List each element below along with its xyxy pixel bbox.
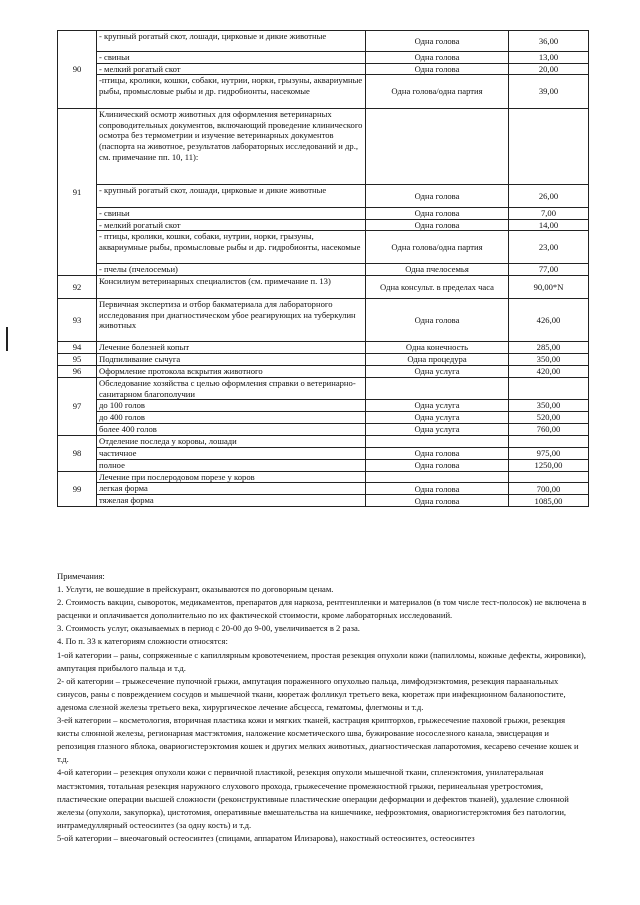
unit-of-measure: Одна конечность [366,341,509,353]
notes-section [57,570,587,845]
empty-price-cell [509,471,589,483]
price-value: 1085,00 [509,495,589,507]
note-item: 4. По п. 33 к категориям сложности относятся: [57,636,228,647]
unit-of-measure: Одна услуга [366,424,509,436]
table-row [58,495,589,507]
service-group-title: Обследование хозяйства с целью оформления справки о ветеринарно-санитарном благополучии [97,377,366,399]
item-number: 99 [58,471,97,507]
table-group-header-row [58,436,589,448]
price-value: 90,00*N [509,275,589,298]
unit-of-measure: Одна голова [366,31,509,52]
table-group-header-row [58,471,589,483]
price-table [57,30,589,507]
service-description: - пчелы (пчелосемьи) [97,264,366,276]
unit-of-measure: Одна голова [366,483,509,495]
price-value: 13,00 [509,52,589,64]
table-row [58,424,589,436]
table-group-header-row [58,109,589,185]
service-description: - мелкий рогатый скот [97,219,366,231]
unit-of-measure: Одна голова [366,63,509,75]
empty-price-cell [509,109,589,185]
table-row [58,412,589,424]
note-item: 3-ей категории – косметология, вторичная пластика кожи и мягких тканей, кастрация крипторхов, грыжесечение паховой грыжи, резекция кисты слюнной железы, регионарная мастэктомия, наложение косметического шва, бужирование носослезного канала, эвисцерация и репозиция глазного яблока, овариогистерэктомия кошек и других мелких животных, диагностическая лапаротомия, кесарево сечение кошек и т.д. [57,715,579,765]
empty-unit-cell [366,471,509,483]
price-value: 23,00 [509,231,589,264]
item-number: 95 [58,353,97,365]
note-item: 2- ой категории – грыжесечение пупочной грыжи, ампутация пораженного опухолью пальца, лимфодэнэктомия, резекция параанальных синусов, раны с повреждением сосудов и мышечной ткани, кюретаж фолликул третьего века, кюретаж при инфекционном баланопостите, аденома слезной железы третьего века, хирургическое лечение абсцесса, гематомы, флегмоны и т.д. [57,675,566,712]
note-item: 1-ой категории – раны, сопряженные с капиллярным кровотечением, простая резекция опухоли кожи (папилломы, кожные дефекты, жировики), ампутация прибылого пальца и т.д. [57,649,586,673]
note-item: 2. Стоимость вакцин, сывороток, медикаментов, препаратов для наркоза, рентгенпленки и материалов (в том числе тест-полосок) не включена в расценки и оплачивается дополнительно по их фактической стоимости, кроме лабораторных исследований. [57,597,587,621]
item-number: 98 [58,436,97,472]
service-description: Первичная экспертиза и отбор бакматериала для лабораторного исследования при диагностическом убое реагирующих на туберкулин животных [97,298,366,341]
price-value: 20,00 [509,63,589,75]
unit-of-measure: Одна услуга [366,412,509,424]
service-description: - птицы, кролики, кошки, собаки, нутрии, норки, грызуны, аквариумные рыбы, промысловые рыбы и др. гидробионты, насекомые [97,231,366,264]
price-value: 700,00 [509,483,589,495]
notes-list [57,583,587,845]
item-number: 93 [58,298,97,341]
service-description: - свиньи [97,52,366,64]
service-group-title: Клинический осмотр животных для оформления ветеринарных сопроводительных документов, включающий проведение клинического осмотра без термометрии и изучение ветеринарных документов (паспорта на животное, результатов лабораторных исследований и др., см. примечание пп. 10, 11): [97,109,366,185]
service-group-title: Отделение последа у коровы, лошади [97,436,366,448]
table-row [58,365,589,377]
service-description: - крупный рогатый скот, лошади, цирковые и дикие животные [97,31,366,52]
unit-of-measure: Одна голова [366,495,509,507]
unit-of-measure: Одна пчелосемья [366,264,509,276]
service-description: легкая форма [97,483,366,495]
table-row [58,448,589,460]
price-value: 1250,00 [509,460,589,472]
table-row [58,483,589,495]
service-description: - крупный рогатый скот, лошади, цирковые и дикие животные [97,185,366,208]
note-item: 1. Услуги, не вошедшие в прейскурант, оказываются по договорным ценам. [57,584,334,595]
service-description: более 400 голов [97,424,366,436]
service-description: -птицы, кролики, кошки, собаки, нутрии, норки, грызуны, аквариумные рыбы, промысловые рыбы и др. гидробионты, насекомые [97,75,366,109]
notes-title: Примечания: [57,571,105,581]
table-row [58,275,589,298]
table-row [58,52,589,64]
item-number: 91 [58,109,97,276]
unit-of-measure: Одна голова [366,185,509,208]
table-row [58,231,589,264]
unit-of-measure: Одна услуга [366,365,509,377]
table-row [58,63,589,75]
unit-of-measure: Одна голова/одна партия [366,75,509,109]
price-value: 26,00 [509,185,589,208]
note-item: 4-ой категории – резекция опухоли кожи с первичной пластикой, резекция опухоли мышечной ткани, спленэктомия, унилатеральная мастэктомия, тотальная резекция наружного слухового прохода, грыжесечение промежностной грыжи, перинеальная уретростомия, пластические операции высшей сложности (реконструктивные пластические операции деформации и дефектов тканей), удаление слюнной железы (опухоли, закупорка), цистотомия, оперативные вмешательства на кишечнике, нефроэктомия, овариогистерэктомия без патологии, интрамедуллярный остеосинтез (за одну кость) и т.д. [57,767,569,830]
unit-of-measure: Одна голова [366,208,509,220]
item-number: 96 [58,365,97,377]
service-description: тяжелая форма [97,495,366,507]
service-description: до 400 голов [97,412,366,424]
empty-unit-cell [366,109,509,185]
price-value: 77,00 [509,264,589,276]
service-group-title: Лечение при послеродовом порезе у коров [97,471,366,483]
service-description: - мелкий рогатый скот [97,63,366,75]
empty-price-cell [509,377,589,399]
table-row [58,353,589,365]
table-row [58,185,589,208]
price-value: 975,00 [509,448,589,460]
empty-price-cell [509,436,589,448]
item-number: 90 [58,31,97,109]
service-description: Лечение болезней копыт [97,341,366,353]
unit-of-measure: Одна процедура [366,353,509,365]
table-row [58,460,589,472]
item-number: 97 [58,377,97,435]
table-row [58,298,589,341]
price-value: 426,00 [509,298,589,341]
unit-of-measure: Одна консульт. в пределах часа [366,275,509,298]
service-description: Консилиум ветеринарных специалистов (см. примечание п. 13) [97,275,366,298]
table-row [58,75,589,109]
unit-of-measure: Одна голова [366,52,509,64]
item-number: 92 [58,275,97,298]
price-table-body [58,31,589,507]
service-description: частичное [97,448,366,460]
table-row [58,400,589,412]
table-row [58,31,589,52]
price-value: 14,00 [509,219,589,231]
table-row [58,264,589,276]
service-description: Оформление протокола вскрытия животного [97,365,366,377]
unit-of-measure: Одна голова [366,219,509,231]
note-item: 5-ой категории – внеочаговый остеосинтез (спицами, аппаратом Илизарова), накостный остеосинтез, остеосинтез [57,832,475,843]
note-item: 3. Стоимость услуг, оказываемых в период с 20-00 до 9-00, увеличивается в 2 раза. [57,623,360,634]
service-description: Подпиливание сычуга [97,353,366,365]
table-row [58,208,589,220]
price-value: 39,00 [509,75,589,109]
price-value: 36,00 [509,31,589,52]
table-row [58,219,589,231]
item-number: 94 [58,341,97,353]
price-value: 520,00 [509,412,589,424]
empty-unit-cell [366,436,509,448]
unit-of-measure: Одна голова [366,448,509,460]
price-value: 350,00 [509,400,589,412]
margin-mark [6,327,8,351]
price-value: 7,00 [509,208,589,220]
price-value: 285,00 [509,341,589,353]
service-description: до 100 голов [97,400,366,412]
price-value: 760,00 [509,424,589,436]
unit-of-measure: Одна голова [366,298,509,341]
empty-unit-cell [366,377,509,399]
unit-of-measure: Одна голова/одна партия [366,231,509,264]
unit-of-measure: Одна голова [366,460,509,472]
price-value: 420,00 [509,365,589,377]
unit-of-measure: Одна услуга [366,400,509,412]
price-value: 350,00 [509,353,589,365]
service-description: - свиньи [97,208,366,220]
service-description: полное [97,460,366,472]
table-row [58,341,589,353]
table-group-header-row [58,377,589,399]
